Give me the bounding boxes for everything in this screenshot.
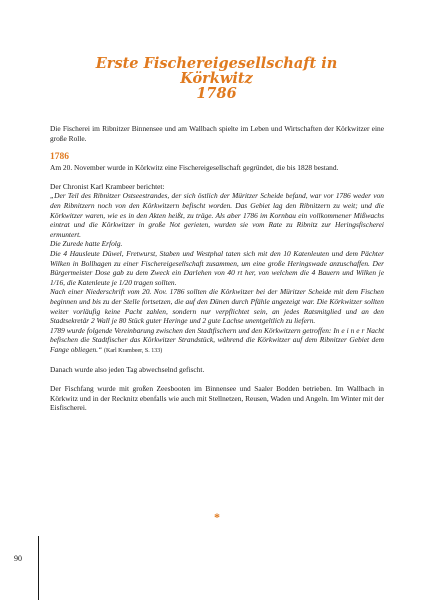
chronist-line: Der Chronist Karl Krambeer berichtet: <box>50 181 165 191</box>
founding-paragraph: Am 20. November wurde in Körkwitz eine Fischereigesellschaft gegründet, die bis 1828 bestand. <box>50 163 339 173</box>
margin-rule <box>38 536 39 600</box>
year-heading: 1786 <box>50 152 69 163</box>
quote-source: (Karl Krambeer, S. 133) <box>104 347 163 354</box>
krambeer-quote <box>50 191 384 356</box>
quote-paragraph-5 <box>50 326 384 357</box>
quote-paragraph-4: Nach einer Niederschrift vom 20. Nov. 1786 sollten die Körkwitzer bei der Müritzer Scheide mit dem Fischen beginnen und bis zu der Stelle fortsetzen, die auf den Dünen durch Pfähle angezeigt war. Die Körkwitzer sollten weiter vorläufig keine Pacht zahlen, sondern nur verpflichtet sein, an jedes Ratsmitglied und an den Stadtsekretär 2 Wall je 80 Stück guter Heringe und 2 gute Lachse unentgeltlich zu liefern. <box>50 287 384 326</box>
title-line-2: Körkwitz <box>180 70 253 87</box>
title-line-3: 1786 <box>196 85 237 102</box>
quote-paragraph-5-text: 1789 wurde folgende Vereinbarung zwischen den Stadtfischern und den Körkwitzern getroffen: In e i n e r Nacht befischen die Stadtfischer das Körkwitzer Strandstück, während die Körkwitzer auf dem Ribnitzer Gebiet dem Fange obliegen.“ <box>50 325 384 354</box>
quote-paragraph-2: Die Zurede hatte Erfolg. <box>50 239 123 249</box>
quote-paragraph-3: Die 4 Hausleute Düwel, Fretwurst, Staben und Westphal taten sich mit den 10 Katenleuten und dem Pächter Wilken in Bollhagen zu einer Fischereigesellschaft zusammen, um eine große Heringswade anzuschaffen. Der Bürgermeister Dose gab zu dem Zweck ein Darlehen von 40 rt her, von welchem die 4 Bauern und Wilken je 1/16, die Katenleute je 1/20 tragen sollten. <box>50 248 384 287</box>
chapter-title <box>50 56 383 101</box>
quote-paragraph-1: „Der Teil des Ribnitzer Ostseestrandes, der sich östlich der Müritzer Scheide befand, war vor 1786 weder von den Ribnitzern noch von den Körkwitzern befischt worden. Das Gebiet lag den Ribnitzern zu weit; und die Körkwitzer waren, wie es in den Akten heißt, zu träge. Als aber 1786 im Kornbau ein vollkommener Mißwachs eintrat und die Körkwitzer in große Not gerieten, wurden sie vom Rate zu Ribnitz zur Heringsfischerei ermuntert. <box>50 191 384 239</box>
title-line-1: Erste Fischereigesellschaft in <box>95 55 338 72</box>
intro-paragraph: Die Fischerei im Ribnitzer Binnensee und am Wallbach spielte im Leben und Wirtschaften der Körkwitzer eine große Rolle. <box>50 124 384 143</box>
closing-paragraph: Der Fischfang wurde mit großen Zeesbooten im Binnensee und Saaler Bodden betrieben. Im Wallbach in Körkwitz und in der Recknitz ebenfalls wie auch mit Stellnetzen, Reusen, Waden und Angeln. Im Winter mit der Eisfischerei. <box>50 384 384 413</box>
page-number: 90 <box>14 554 22 563</box>
body-text <box>50 124 384 413</box>
after-paragraph: Danach wurde also jeden Tag abwechselnd gefischt. <box>50 365 205 375</box>
asterisk-ornament: * <box>214 510 220 524</box>
